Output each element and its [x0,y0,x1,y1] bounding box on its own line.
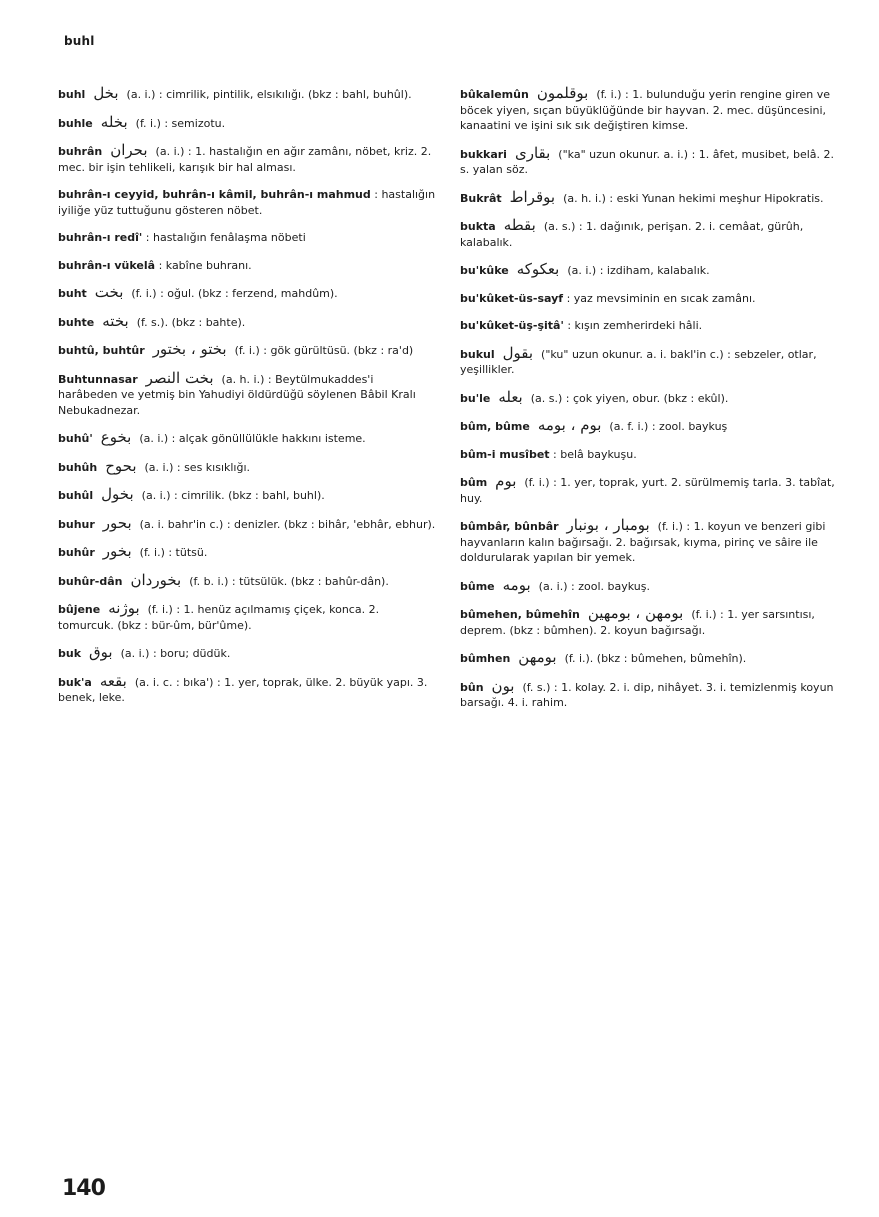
entry-definition: (a. i.) : zool. baykuş. [538,579,650,593]
entry-text [460,474,838,506]
dictionary-entry [460,387,838,407]
entry-text [58,513,436,533]
dictionary-entry [460,606,838,638]
entry-text [460,518,838,566]
entry-definition: (a. i.) : boru; düdük. [120,647,231,660]
dictionary-entry [460,86,838,134]
arabic-spelling: بقعه [99,671,127,690]
arabic-spelling: بخوردان [130,570,182,589]
entry-headword: buhte [58,315,95,329]
entry-headword: bûmhen [460,652,511,665]
arabic-spelling: بحور [102,513,132,532]
entry-headword: buhûl [58,489,94,502]
entry-headword: bûmbâr, bûnbâr [460,520,559,533]
entry-headword: bûm [460,476,488,489]
entry-text [460,447,838,463]
entry-definition: (a. i.) : cimrilik, pintilik, elsıkılığı. (bkz : bahl, buhûl). [126,88,412,101]
entry-text [460,650,838,667]
page-number: 140 [62,1176,105,1201]
arabic-spelling: بختو ، بختور [152,340,227,358]
entry-headword: buhû' [58,432,93,445]
arabic-spelling: بومهن ، بومهین [587,604,684,622]
arabic-spelling: بعله [498,387,523,406]
running-head: buhl [64,34,95,48]
dictionary-entry [58,311,436,331]
entry-headword: buhrân-ı redî' [58,231,143,244]
entry-text [460,291,838,307]
entry-definition: : kışın zemherirdeki hâli. [567,319,703,332]
arabic-spelling: بخت [94,283,124,301]
arabic-spelling: بخت النصر [145,368,214,387]
dictionary-entry [460,318,838,334]
entry-headword: bu'kûket-üs-sayf [460,291,564,305]
left-column [58,86,436,718]
dictionary-entry [460,650,838,667]
arabic-spelling: بومهن [518,648,557,666]
arabic-spelling: بخول [101,485,134,503]
dictionary-entry [460,343,838,378]
entry-text [58,187,436,218]
entry-definition: (f. i.) : 1. yer sarsıntısı, deprem. (bkz : bûmhen). 2. koyun bağırsağı. [460,608,815,637]
entry-definition: (f. s.) : 1. kolay. 2. i. dip, nihâyet. 3. i. temizlenmiş koyun barsağı. 4. i. rahim. [460,680,834,709]
entry-text [58,342,436,359]
entry-headword: Bukrât [460,191,502,205]
entry-text [58,285,436,302]
entry-text [460,387,838,407]
entry-text [58,258,436,274]
arabic-spelling: بخوع [100,428,132,446]
entry-definition: (a. s.) : çok yiyen, obur. (bkz : ekûl). [530,391,729,405]
entry-text [58,671,436,706]
entry-text [460,143,838,178]
arabic-spelling: بومه [502,575,531,594]
arabic-spelling: بوقراط [509,187,556,206]
entry-definition: (f. i.) : tütsü. [139,546,208,559]
entry-definition: : hastalığın iyiliğe yüz tuttuğunu gösteren nöbet. [58,188,436,217]
entry-definition: : yaz mevsiminin en sıcak zamânı. [566,291,756,305]
dictionary-entry [58,285,436,302]
arabic-spelling: بوق [89,643,113,661]
entry-definition: (a. f. i.) : zool. baykuş [609,420,728,433]
entry-headword: buhur [58,517,95,531]
entry-headword: bu'kûke [460,264,509,277]
dictionary-entry [58,258,436,274]
entry-headword: buht [58,287,87,300]
dictionary-entry [58,570,436,590]
entry-definition: (a. i. c. : bıka') : 1. yer, toprak, ülke. 2. büyük yapı. 3. benek, leke. [58,675,428,704]
entry-text [58,570,436,590]
dictionary-entry [460,518,838,566]
entry-text [58,368,436,419]
dictionary-entry [58,430,436,447]
entry-headword: bûn [460,680,484,694]
arabic-spelling: بوم ، بومه [537,416,602,434]
entry-definition: (f. i.) : oğul. (bkz : ferzend, mahdûm). [131,287,338,300]
entry-headword: buhtû, buhtûr [58,344,145,357]
entry-definition: : belâ baykuşu. [553,447,637,461]
entry-headword: bukkari [460,147,507,161]
entry-text [460,318,838,334]
entry-text [58,544,436,561]
entry-definition: : kabîne buhranı. [158,258,252,272]
entry-definition: (f. s.). (bkz : bahte). [136,315,246,329]
dictionary-entry [460,291,838,307]
arabic-spelling: بحوح [105,456,137,475]
entry-headword: bûm-i musîbet [460,447,550,461]
entry-headword: bukul [460,347,495,361]
arabic-spelling: بخله [100,112,128,131]
dictionary-entry [58,86,436,103]
entry-definition: : hastalığın fenâlaşma nöbeti [145,231,306,244]
entry-text [460,575,838,595]
entry-definition: ("ka" uzun okunur. a. i.) : 1. âfet, musibet, belâ. 2. s. yalan söz. [460,147,835,176]
arabic-spelling: بخور [102,542,132,560]
entry-text [58,112,436,132]
entry-headword: buk [58,647,82,660]
entry-headword: buk'a [58,675,92,689]
entry-text [58,487,436,504]
entry-definition: (a. i.) : 1. hastalığın en ağır zamânı, nöbet, kriz. 2. mec. bir işin tehlikeli, karışık bir hal alması. [58,145,432,174]
dictionary-entry [58,544,436,561]
dictionary-entry [460,143,838,178]
entry-text [460,86,838,134]
entry-headword: bu'kûket-üş-şitâ' [460,319,564,332]
entry-text [58,645,436,662]
dictionary-entry [460,575,838,595]
entry-definition: (a. i. bahr'in c.) : denizler. (bkz : bihâr, 'ebhâr, ebhur). [139,517,436,531]
entry-headword: bukta [460,220,496,233]
arabic-spelling: بحران [110,141,148,159]
right-column [460,86,838,723]
entry-definition: (a. i.) : cimrilik. (bkz : bahl, buhl). [141,489,325,502]
entry-text [460,418,838,435]
entry-definition: (f. i.). (bkz : bûmehen, bûmehîn). [564,652,747,665]
entry-definition: (f. i.) : 1. yer, toprak, yurt. 2. sürülmemiş tarla. 3. tabîat, huy. [460,476,835,505]
dictionary-entry [58,112,436,132]
dictionary-entry [58,143,436,175]
dictionary-entry [58,456,436,476]
dictionary-entry [58,513,436,533]
entry-headword: buhrân-ı vükelâ [58,258,156,272]
entry-text [460,676,838,711]
arabic-spelling: بعکوکه [516,260,560,278]
entry-definition: (f. i.) : 1. henüz açılmamış çiçek, konca. 2. tomurcuk. (bkz : bür-ûm, bür'ûme). [58,603,380,632]
entry-definition: (f. i.) : 1. koyun ve benzeri gibi hayvanların kalın bağırsağı. 2. bağırsak, kıyma, pirinç ve sâire ile doldurularak yapılan bir yemek. [460,520,826,564]
entry-text [58,430,436,447]
entry-text [58,456,436,476]
dictionary-entry [58,368,436,419]
entry-definition: (a. i.) : ses kısıklığı. [144,460,251,474]
arabic-spelling: بقطه [503,216,536,234]
entry-headword: buhrân-ı ceyyid, buhrân-ı kâmil, buhrân-ı mahmud [58,188,371,201]
entry-headword: buhrân [58,145,103,158]
entry-text [58,311,436,331]
entry-headword: bûme [460,579,495,593]
entry-definition: (f. b. i.) : tütsülük. (bkz : bahûr-dân). [189,574,389,588]
dictionary-entry [460,447,838,463]
entry-headword: buhle [58,116,93,130]
dictionary-entry [460,418,838,435]
entry-definition: (f. i.) : gök gürültüsü. (bkz : ra'd) [234,344,414,357]
dictionary-entry [460,262,838,279]
entry-definition: (a. h. i.) : Beytülmukaddes'i harâbeden ve yetmiş bin Yahudiyi öldürdüğü söylenen Bâbil Kralı Nebukadnezar. [58,372,416,417]
arabic-spelling: بخل [93,84,119,102]
entry-definition: (a. s.) : 1. dağınık, perişan. 2. i. cemâat, gürûh, kalabalık. [460,220,804,249]
dictionary-entry [460,474,838,506]
entry-definition: ("ku" uzun okunur. a. i. bakl'in c.) : sebzeler, otlar, yeşillikler. [460,347,817,376]
dictionary-entry [58,645,436,662]
entry-definition: (a. i.) : alçak gönüllülükle hakkını isteme. [139,432,366,445]
entry-text [58,230,436,246]
dictionary-entry [460,218,838,250]
entry-text [460,606,838,638]
dictionary-entry [58,487,436,504]
entry-headword: bu'le [460,391,491,405]
entry-headword: Buhtunnasar [58,372,138,386]
entry-definition: (a. h. i.) : eski Yunan hekimi meşhur Hipokratis. [563,191,824,205]
dictionary-entry [58,230,436,246]
entry-definition: (f. i.) : 1. bulunduğu yerin rengine giren ve böcek yiyen, sıçan büyüklüğünde bir hayvan. 2. mec. düşüncesini, kanaatini ve işini sık sık değiştiren kimse. [460,88,831,132]
entry-headword: buhl [58,88,86,101]
dictionary-entry [58,601,436,633]
dictionary-entry [58,342,436,359]
entry-text [460,218,838,250]
entry-text [58,143,436,175]
arabic-spelling: بومبار ، بونبار [566,516,650,534]
arabic-spelling: بوقلمون [536,84,589,102]
arabic-spelling: بقول [502,343,534,362]
dictionary-entry [460,676,838,711]
entry-headword: buhûh [58,460,98,474]
entry-headword: bûmehen, bûmehîn [460,608,580,621]
entry-text [58,86,436,103]
arabic-spelling: بوژنه [108,599,140,617]
dictionary-entry [58,187,436,218]
entry-headword: bûjene [58,603,101,616]
dictionary-entry [58,671,436,706]
entry-definition: (f. i.) : semizotu. [135,116,226,130]
entry-headword: buhûr [58,546,95,559]
entry-headword: bûm, bûme [460,420,530,433]
entry-definition: (a. i.) : izdiham, kalabalık. [567,264,710,277]
entry-text [460,343,838,378]
entry-headword: bûkalemûn [460,88,529,101]
arabic-spelling: بقاری [514,143,551,162]
dictionary-entry [460,187,838,207]
arabic-spelling: بوم [495,472,517,490]
entry-text [58,601,436,633]
entry-text [460,262,838,279]
arabic-spelling: بخته [102,311,129,330]
entry-headword: buhûr-dân [58,574,123,588]
arabic-spelling: بون [491,676,515,695]
entry-text [460,187,838,207]
